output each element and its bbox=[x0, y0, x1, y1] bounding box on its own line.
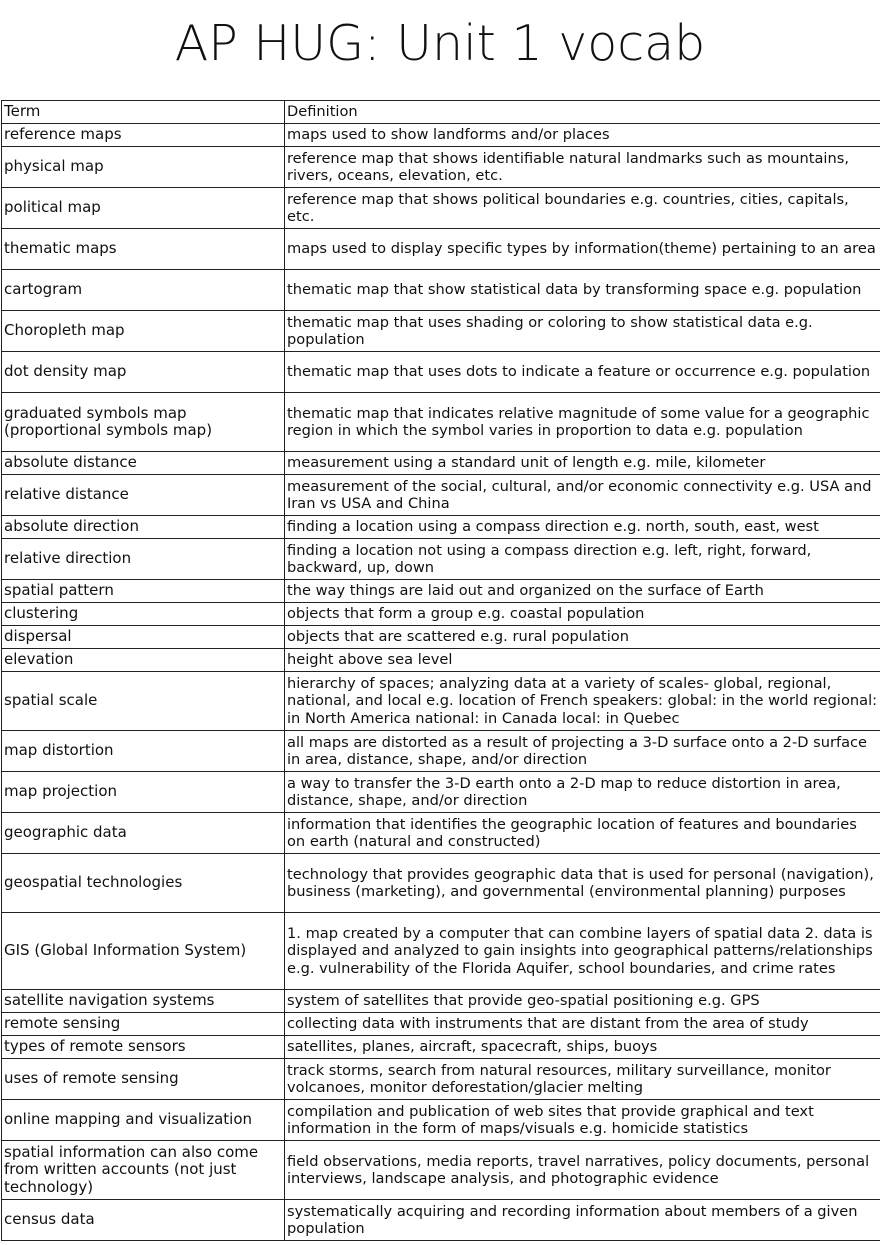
table-row bbox=[2, 516, 880, 539]
term-cell: GIS (Global Information System) bbox=[2, 913, 285, 990]
table-row bbox=[2, 475, 880, 516]
definition-cell: reference map that shows identifiable natural landmarks such as mountains, rivers, oceans, elevation, etc. bbox=[285, 147, 880, 188]
header-term: Term bbox=[2, 101, 285, 124]
table-row bbox=[2, 580, 880, 603]
definition-cell: thematic map that uses shading or coloring to show statistical data e.g. population bbox=[285, 311, 880, 352]
term-cell: geographic data bbox=[2, 813, 285, 854]
term-cell: dispersal bbox=[2, 626, 285, 649]
term-cell: absolute direction bbox=[2, 516, 285, 539]
term-cell: Choropleth map bbox=[2, 311, 285, 352]
definition-cell: maps used to show landforms and/or places bbox=[285, 124, 880, 147]
definition-cell: compilation and publication of web sites that provide graphical and text information in the form of maps/visuals e.g. homicide statistics bbox=[285, 1100, 880, 1141]
definition-cell: reference map that shows political boundaries e.g. countries, cities, capitals, etc. bbox=[285, 188, 880, 229]
term-cell: geospatial technologies bbox=[2, 854, 285, 913]
table-header-row bbox=[2, 101, 880, 124]
term-cell: cartogram bbox=[2, 270, 285, 311]
table-row bbox=[2, 772, 880, 813]
term-cell: physical map bbox=[2, 147, 285, 188]
definition-cell: all maps are distorted as a result of projecting a 3-D surface onto a 2-D surface in area, distance, shape, and/or direction bbox=[285, 731, 880, 772]
term-cell: thematic maps bbox=[2, 229, 285, 270]
term-cell: political map bbox=[2, 188, 285, 229]
table-row bbox=[2, 188, 880, 229]
table-row bbox=[2, 311, 880, 352]
table-row bbox=[2, 603, 880, 626]
table-row bbox=[2, 124, 880, 147]
term-cell: map projection bbox=[2, 772, 285, 813]
definition-cell: the way things are laid out and organized on the surface of Earth bbox=[285, 580, 880, 603]
term-cell: online mapping and visualization bbox=[2, 1100, 285, 1141]
definition-cell: thematic map that indicates relative magnitude of some value for a geographic region in which the symbol varies in proportion to data e.g. population bbox=[285, 393, 880, 452]
definition-cell: systematically acquiring and recording information about members of a given population bbox=[285, 1200, 880, 1241]
term-cell: map distortion bbox=[2, 731, 285, 772]
definition-cell: thematic map that show statistical data by transforming space e.g. population bbox=[285, 270, 880, 311]
table-row bbox=[2, 352, 880, 393]
definition-cell: measurement of the social, cultural, and/or economic connectivity e.g. USA and Iran vs USA and China bbox=[285, 475, 880, 516]
table-row bbox=[2, 147, 880, 188]
term-cell: reference maps bbox=[2, 124, 285, 147]
definition-cell: field observations, media reports, travel narratives, policy documents, personal interviews, landscape analysis, and photographic evidence bbox=[285, 1141, 880, 1200]
term-cell: types of remote sensors bbox=[2, 1036, 285, 1059]
definition-cell: finding a location using a compass direction e.g. north, south, east, west bbox=[285, 516, 880, 539]
table-row bbox=[2, 990, 880, 1013]
table-row bbox=[2, 1036, 880, 1059]
vocab-table bbox=[1, 100, 880, 1241]
term-cell: spatial scale bbox=[2, 672, 285, 731]
term-cell: relative direction bbox=[2, 539, 285, 580]
table-row bbox=[2, 672, 880, 731]
definition-cell: objects that form a group e.g. coastal population bbox=[285, 603, 880, 626]
term-cell: elevation bbox=[2, 649, 285, 672]
page-title: AP HUG: Unit 1 vocab bbox=[174, 15, 706, 72]
term-cell: satellite navigation systems bbox=[2, 990, 285, 1013]
table-row bbox=[2, 1200, 880, 1241]
table-row bbox=[2, 1059, 880, 1100]
table-row bbox=[2, 1141, 880, 1200]
definition-cell: satellites, planes, aircraft, spacecraft, ships, buoys bbox=[285, 1036, 880, 1059]
table-row bbox=[2, 1013, 880, 1036]
term-cell: absolute distance bbox=[2, 452, 285, 475]
term-cell: dot density map bbox=[2, 352, 285, 393]
vocab-table-body bbox=[2, 101, 880, 1241]
term-cell: uses of remote sensing bbox=[2, 1059, 285, 1100]
term-cell: remote sensing bbox=[2, 1013, 285, 1036]
term-cell: census data bbox=[2, 1200, 285, 1241]
definition-cell: information that identifies the geographic location of features and boundaries on earth (natural and constructed) bbox=[285, 813, 880, 854]
term-cell: spatial information can also come from written accounts (not just technology) bbox=[2, 1141, 285, 1200]
table-row bbox=[2, 813, 880, 854]
definition-cell: finding a location not using a compass direction e.g. left, right, forward, backward, up, down bbox=[285, 539, 880, 580]
table-row bbox=[2, 626, 880, 649]
term-cell: spatial pattern bbox=[2, 580, 285, 603]
definition-cell: maps used to display specific types by information(theme) pertaining to an area bbox=[285, 229, 880, 270]
header-definition: Definition bbox=[285, 101, 880, 124]
definition-cell: 1. map created by a computer that can combine layers of spatial data 2. data is displayed and analyzed to gain insights into geographical patterns/relationships e.g. vulnerability of the Florida Aquifer, school boundaries, and crime rates bbox=[285, 913, 880, 990]
table-row bbox=[2, 854, 880, 913]
table-row bbox=[2, 270, 880, 311]
table-row bbox=[2, 913, 880, 990]
definition-cell: system of satellites that provide geo-spatial positioning e.g. GPS bbox=[285, 990, 880, 1013]
term-cell: graduated symbols map (proportional symbols map) bbox=[2, 393, 285, 452]
definition-cell: collecting data with instruments that are distant from the area of study bbox=[285, 1013, 880, 1036]
definition-cell: a way to transfer the 3-D earth onto a 2-D map to reduce distortion in area, distance, shape, and/or direction bbox=[285, 772, 880, 813]
table-row bbox=[2, 649, 880, 672]
table-row bbox=[2, 1100, 880, 1141]
term-cell: clustering bbox=[2, 603, 285, 626]
table-row bbox=[2, 393, 880, 452]
table-row bbox=[2, 539, 880, 580]
table-row bbox=[2, 731, 880, 772]
definition-cell: measurement using a standard unit of length e.g. mile, kilometer bbox=[285, 452, 880, 475]
table-row bbox=[2, 452, 880, 475]
definition-cell: track storms, search from natural resources, military surveillance, monitor volcanoes, monitor deforestation/glacier melting bbox=[285, 1059, 880, 1100]
definition-cell: height above sea level bbox=[285, 649, 880, 672]
definition-cell: thematic map that uses dots to indicate a feature or occurrence e.g. population bbox=[285, 352, 880, 393]
table-row bbox=[2, 229, 880, 270]
definition-cell: hierarchy of spaces; analyzing data at a variety of scales- global, regional, national, and local e.g. location of French speakers: global: in the world regional: in North America national: in Canada local: in Quebec bbox=[285, 672, 880, 731]
term-cell: relative distance bbox=[2, 475, 285, 516]
definition-cell: objects that are scattered e.g. rural population bbox=[285, 626, 880, 649]
definition-cell: technology that provides geographic data that is used for personal (navigation), business (marketing), and governmental (environmental planning) purposes bbox=[285, 854, 880, 913]
